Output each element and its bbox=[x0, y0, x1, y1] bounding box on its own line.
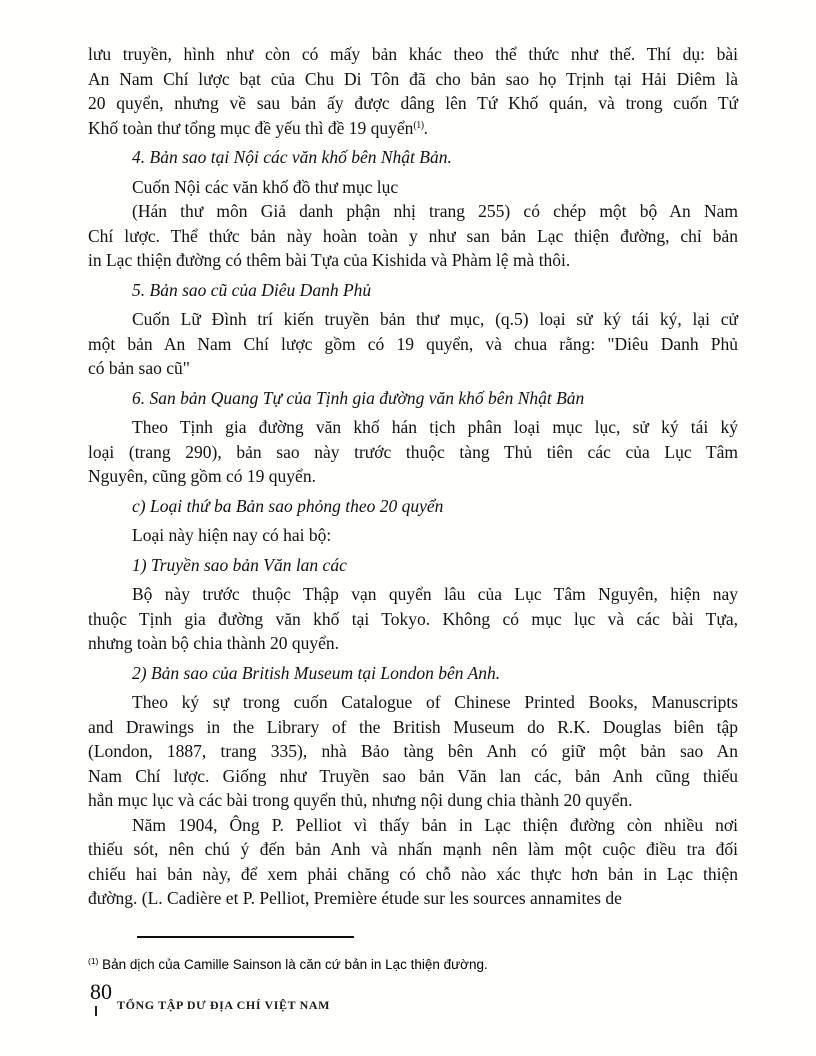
footnote-separator-rule bbox=[137, 936, 354, 938]
section-heading: 4. Bản sao tại Nội các văn khố bên Nhật Bản. bbox=[132, 147, 452, 167]
text-line: có bản sao cũ" bbox=[88, 358, 190, 378]
page-number: 80 bbox=[90, 979, 112, 1004]
text-line: Cuốn Lữ Đình trí kiến truyền bản thư mục, (q.5) loại sử ký tái ký, lại cử bbox=[132, 309, 738, 329]
text-line: Bộ này trước thuộc Thập vạn quyển lâu của Lục Tâm Nguyên, hiện nay bbox=[132, 584, 738, 604]
footnote-reference: (1) bbox=[413, 119, 424, 131]
text-line: and Drawings in the Library of the British Museum do R.K. Douglas biên tập bbox=[88, 716, 738, 737]
text-line: Cuốn Nội các văn khố đồ thư mục lục bbox=[132, 176, 399, 197]
text-line: nhưng toàn bộ chia thành 20 quyển. bbox=[88, 633, 340, 653]
text-line: (London, 1887, trang 335), nhà Bảo tàng bên Anh có giữ một bản sao An bbox=[88, 741, 738, 761]
text-line: thiếu sót, nên chú ý đến bản Anh và nhấn mạnh nên làm một cuộc điều tra đối bbox=[88, 839, 738, 859]
text-line: (Hán thư môn Giả danh phận nhị trang 255) có chép một bộ An Nam bbox=[132, 201, 738, 221]
text-line: 20 quyển, nhưng về sau bản ấy được dâng lên Tứ Khố quán, và trong cuốn Tứ bbox=[88, 93, 738, 113]
text-line: Theo ký sự trong cuốn Catalogue of Chinese Printed Books, Manuscripts bbox=[132, 692, 738, 712]
section-heading: 1) Truyền sao bản Văn lan các bbox=[132, 554, 347, 575]
footnote-text: Bản dịch của Camille Sainson là căn cứ bản in Lạc thiện đường. bbox=[98, 957, 488, 972]
text-line: Chí lược. Thể thức bản này hoàn toàn y như san bản Lạc thiện đường, chỉ bản bbox=[88, 225, 738, 246]
text-line: Loại này hiện nay có hai bộ: bbox=[132, 525, 332, 545]
text-body bbox=[88, 42, 738, 911]
text-line: đường. (L. Cadière et P. Pelliot, Première étude sur les sources annamites de bbox=[88, 888, 622, 908]
text-line: Năm 1904, Ông P. Pelliot vì thấy bản in Lạc thiện đường còn nhiều nơi bbox=[132, 814, 738, 835]
text-line: loại (trang 290), bản sao này trước thuộc tàng Thủ tiên các của Lục Tâm bbox=[88, 441, 738, 462]
footnote-marker: (1) bbox=[88, 956, 99, 966]
text-line: thuộc Tịnh gia đường văn khố tại Tokyo. Không có mục lục và các bài Tựa, bbox=[88, 608, 738, 629]
text-line: Nguyên, cũng gồm có 19 quyển. bbox=[88, 466, 316, 486]
text-line: Khố toàn thư tổng mục đề yếu thì đề 19 quyển$^{(1)}$. bbox=[88, 117, 428, 138]
text-line: lưu truyền, hình như còn có mấy bản khác theo thể thức như thế. Thí dụ: bài bbox=[88, 44, 738, 64]
running-footer-title: TỔNG TẬP DƯ ĐỊA CHÍ VIỆT NAM bbox=[117, 998, 331, 1012]
section-heading: 5. Bản sao cũ của Diêu Danh Phủ bbox=[132, 279, 372, 300]
footer-tick bbox=[95, 1006, 97, 1016]
text-line: An Nam Chí lược bạt của Chu Di Tôn đã cho bản sao họ Trịnh tại Hải Diêm là bbox=[88, 68, 738, 89]
text-line: Theo Tịnh gia đường văn khố hán tịch phân loại mục lục, sử ký tái ký bbox=[132, 417, 738, 437]
section-heading: 6. San bản Quang Tự của Tịnh gia đường văn khố bên Nhật Bản bbox=[132, 387, 585, 408]
text-line: một bản An Nam Chí lược gồm có 19 quyển, và chua rằng: "Diêu Danh Phủ bbox=[88, 333, 738, 354]
text-line: in Lạc thiện đường có thêm bài Tựa của Kishida và Phàm lệ mà thôi. bbox=[88, 250, 571, 270]
footnote bbox=[88, 952, 728, 974]
text-line: chiếu hai bản này, để xem phải chăng có chỗ nào xác thực hơn bản in Lạc thiện bbox=[88, 863, 738, 884]
section-heading: c) Loại thứ ba Bản sao phỏng theo 20 quyển bbox=[132, 495, 444, 516]
text-line: Nam Chí lược. Giống như Truyền sao bản Văn lan các, bản Anh cũng thiếu bbox=[88, 765, 738, 786]
text-line: hẳn mục lục và các bài trong quyển thủ, nhưng nội dung chia thành 20 quyển. bbox=[88, 790, 633, 810]
section-heading: 2) Bản sao của British Museum tại London bên Anh. bbox=[132, 662, 501, 683]
